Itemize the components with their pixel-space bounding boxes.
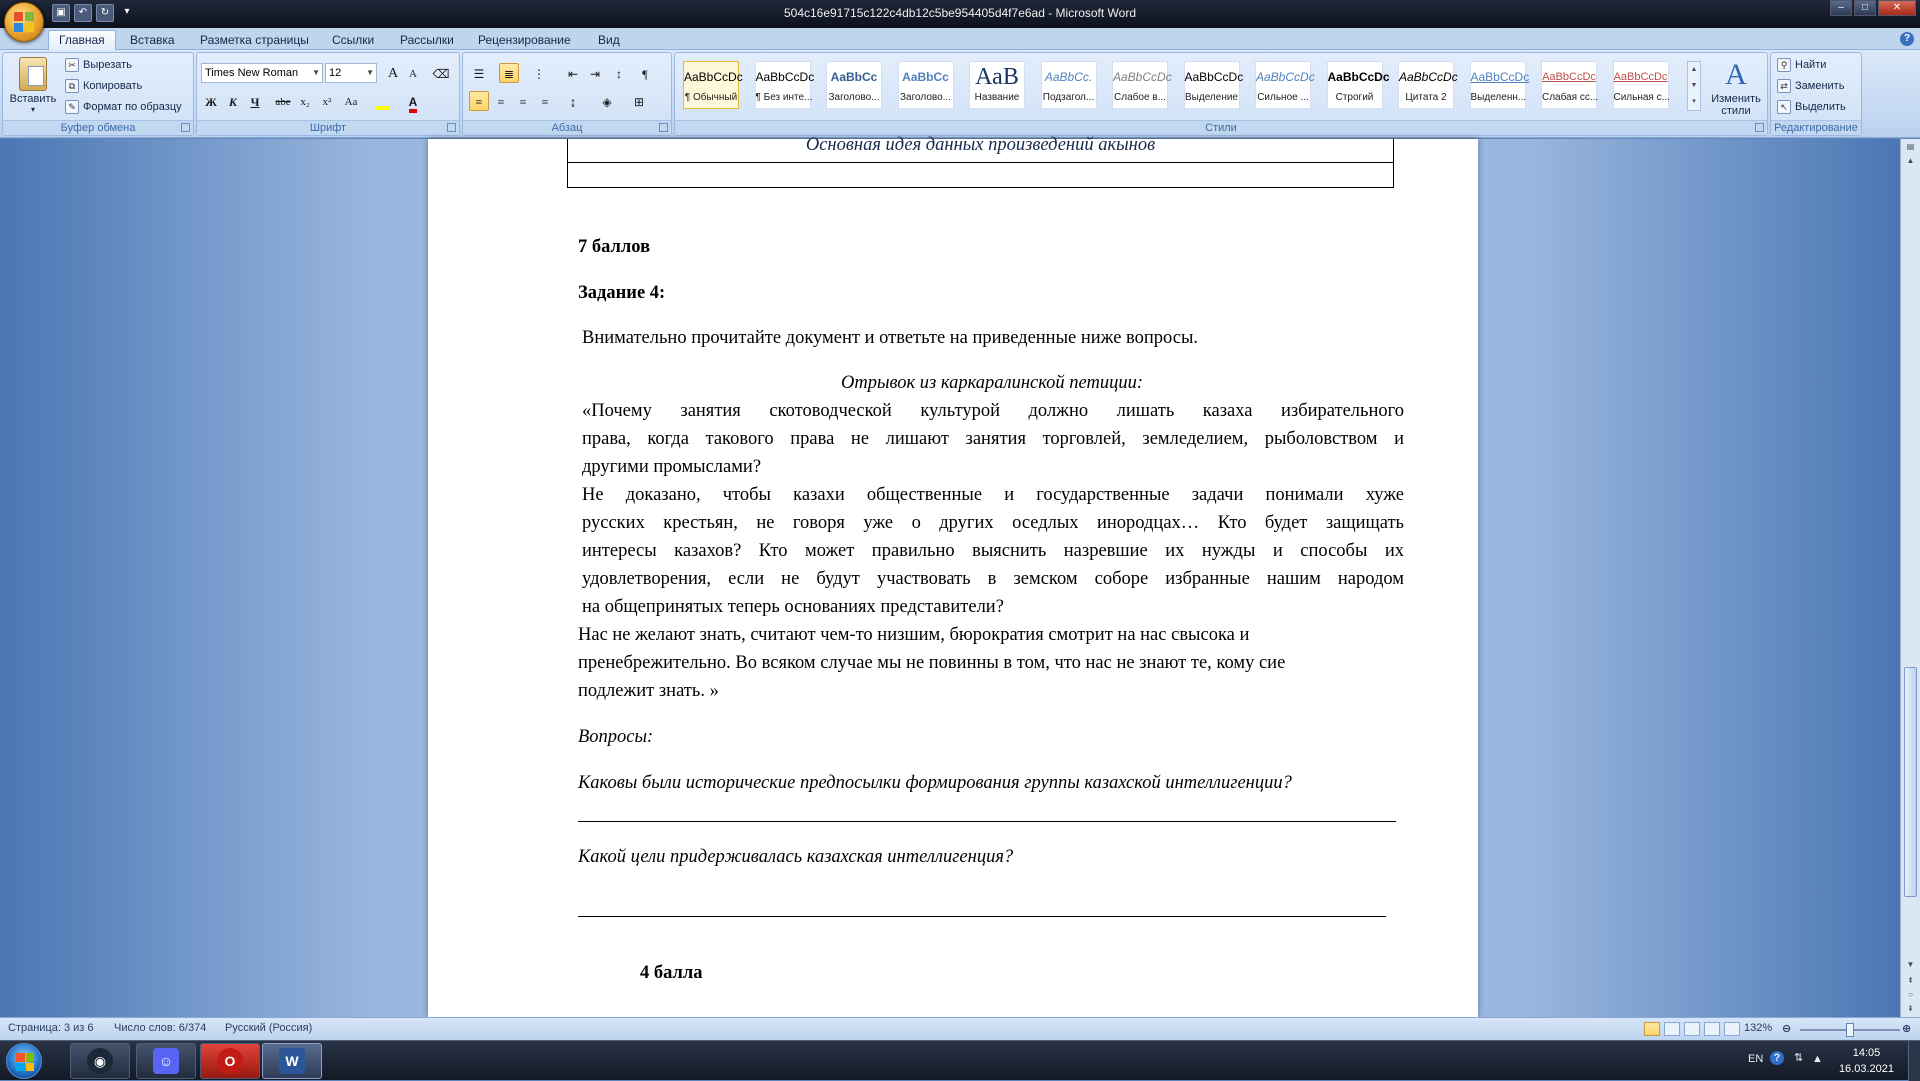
grow-font-icon: A [387, 66, 399, 81]
chevron-down-icon: ▼ [312, 68, 320, 77]
style-name: Цитата 2 [1405, 92, 1447, 103]
font-group-label: Шрифт [197, 120, 459, 135]
decrease-indent-icon: ⇤ [567, 67, 579, 81]
cut-button[interactable] [65, 55, 132, 75]
style-sample: AaBbCcDc [1399, 70, 1458, 84]
task-4-heading: Задание 4: [578, 283, 666, 303]
editing-group-label: Редактирование [1771, 120, 1861, 135]
excerpt-line: Нас не желают знать, считают чем-то низшим, бюрократия смотрит на нас свысока и [578, 625, 1250, 645]
copy-icon: ⧉ [65, 79, 79, 93]
language-tray[interactable]: EN [1748, 1053, 1764, 1065]
clock-date: 16.03.2021 [1838, 1063, 1894, 1075]
shading-button[interactable] [597, 91, 617, 111]
zoom-out-icon[interactable]: ⊖ [1782, 1023, 1792, 1035]
excerpt-line: права, когда такового права не лишают занятия торговлей, земледелием, рыболовством и [582, 429, 1404, 449]
change-styles-button[interactable] [1707, 57, 1765, 117]
style-sample: AaBbCcDc [684, 70, 743, 84]
show-marks-button[interactable]: ¶ [642, 67, 648, 81]
scroll-down-icon[interactable]: ▼ [1906, 960, 1915, 969]
paste-button[interactable]: Вставить ▾ [7, 57, 59, 114]
format-painter-button[interactable] [65, 97, 182, 117]
document-page[interactable] [428, 135, 1478, 1017]
paragraph-group [462, 52, 672, 136]
excerpt-line: интересы казахов? Кто может правильно выяснить назревшие их нужды и способы их [582, 541, 1404, 561]
web-layout-button[interactable] [1684, 1022, 1700, 1036]
tab-home[interactable]: Главная [48, 30, 116, 51]
table-row [568, 163, 1393, 187]
paint-bucket-icon: ◈ [602, 95, 612, 109]
draft-view-button[interactable] [1724, 1022, 1740, 1036]
bullets-button[interactable] [469, 63, 489, 83]
font-size-value: 12 [329, 67, 342, 79]
style-name: Заголово... [828, 92, 880, 103]
style-gallery-item[interactable] [1255, 61, 1315, 109]
style-sample: AaBbCcDc [1470, 70, 1530, 84]
style-gallery-item[interactable] [969, 61, 1025, 109]
status-bar [0, 1017, 1920, 1040]
redo-icon[interactable]: ↻ [96, 4, 114, 22]
document-workspace [0, 135, 1900, 1017]
outline-view-button[interactable] [1704, 1022, 1720, 1036]
print-layout-view-button[interactable] [1644, 1022, 1660, 1036]
opera-icon: O [217, 1048, 243, 1074]
help-icon[interactable]: ? [1900, 32, 1914, 46]
binoculars-icon: ⚲ [1777, 58, 1791, 72]
steam-icon: ◉ [87, 1048, 113, 1074]
instruction-text: Внимательно прочитайте документ и ответьте на приведенные ниже вопросы. [582, 328, 1199, 348]
style-name: ¶ Без инте... [755, 92, 813, 103]
style-name: Подзагол... [1042, 92, 1095, 103]
shrink-font-button[interactable] [403, 63, 423, 83]
style-gallery-item[interactable] [1470, 61, 1530, 109]
font-dialog-launcher-icon[interactable] [447, 123, 456, 132]
bold-button[interactable]: Ж [205, 95, 217, 109]
next-page-icon[interactable]: ⇟ [1907, 1004, 1914, 1013]
zoom-in-icon[interactable]: ⊕ [1902, 1023, 1912, 1035]
cut-label: Вырезать [83, 59, 132, 71]
scissors-icon: ✂ [65, 58, 79, 72]
style-name: Слабое в... [1114, 92, 1166, 103]
taskbar-steam[interactable] [70, 1043, 130, 1079]
minimize-button[interactable]: – [1830, 0, 1852, 16]
title-bar [0, 0, 1920, 28]
office-logo-icon [14, 12, 34, 32]
copy-button[interactable] [65, 76, 142, 96]
help-tray-icon[interactable]: ? [1770, 1051, 1784, 1065]
grow-font-button[interactable] [383, 63, 403, 83]
style-gallery-item[interactable] [1041, 61, 1097, 109]
format-painter-label: Формат по образцу [83, 101, 182, 113]
style-sample: AaBbCc [902, 70, 949, 84]
style-name: Слабая сс... [1542, 92, 1599, 103]
multilevel-list-button[interactable] [529, 63, 549, 83]
line-spacing-button[interactable] [563, 91, 583, 111]
chevron-down-icon: ▼ [366, 68, 374, 77]
justify-button[interactable] [535, 91, 555, 111]
style-sample: АаВ [975, 64, 1019, 90]
style-sample: AaBbCcDc [1327, 70, 1390, 84]
style-sample: AaBbCc [830, 70, 878, 84]
align-left-button[interactable] [469, 91, 489, 111]
style-sample: AaBbCcDc [1256, 70, 1315, 84]
font-color-button[interactable] [403, 91, 423, 111]
tab-page-layout[interactable]: Разметка страницы [200, 33, 309, 47]
window-title: 504c16e91715c122c4db12c5be954405d4f7e6ad - Microsoft Word [783, 6, 1137, 20]
tab-view[interactable]: Вид [598, 33, 620, 47]
copy-label: Копировать [83, 80, 143, 92]
styles-gallery-scroll[interactable]: ▲ ▼ ▾ [1687, 61, 1701, 111]
decrease-indent-button[interactable] [563, 63, 583, 83]
excerpt-line: русских крестьян, не говоря уже о других оседлых инородцах… Кто будет защищать [582, 513, 1404, 533]
network-icon[interactable]: ⇅ [1794, 1052, 1804, 1064]
clipboard-group [2, 52, 194, 136]
align-right-icon: ≡ [519, 95, 527, 109]
style-gallery-item[interactable] [826, 61, 882, 109]
tab-mailings[interactable]: Рассылки [400, 33, 454, 47]
align-center-button[interactable] [491, 91, 511, 111]
change-case-button[interactable]: Aa [344, 96, 358, 108]
highlight-button[interactable] [373, 91, 393, 111]
excerpt-line: пренебрежительно. Во всяком случае мы не повинны в том, что нас не знают те, кому сие [578, 653, 1286, 673]
taskbar-word[interactable] [262, 1043, 322, 1079]
justify-icon: ≡ [541, 95, 549, 109]
select-button[interactable] [1777, 97, 1846, 117]
previous-page-icon[interactable]: ⇞ [1907, 976, 1914, 985]
excerpt-line: другими промыслами? [582, 457, 762, 477]
style-gallery-item[interactable] [898, 61, 954, 109]
underline-button[interactable]: Ч [250, 95, 260, 109]
change-styles-label: Изменить стили [1711, 93, 1761, 117]
cursor-icon: ↖ [1777, 100, 1791, 114]
maximize-button[interactable]: □ [1854, 0, 1876, 16]
style-gallery-item[interactable] [1184, 61, 1244, 109]
font-name-value: Times New Roman [205, 67, 299, 79]
increase-indent-button[interactable] [585, 63, 605, 83]
tab-insert[interactable]: Вставка [130, 33, 175, 47]
styles-group-label: Стили [675, 120, 1767, 135]
borders-button[interactable] [629, 91, 649, 111]
style-name: Выделение [1185, 92, 1238, 103]
style-name: Название [974, 92, 1020, 103]
points-7-heading: 7 баллов [578, 237, 651, 257]
paste-label: Вставить [9, 93, 57, 105]
vertical-scrollbar[interactable] [1900, 139, 1920, 1017]
customize-qat-icon[interactable]: ▾ [124, 6, 130, 17]
font-color-icon: A [409, 95, 418, 113]
taskbar-discord[interactable] [136, 1043, 196, 1079]
page-indicator[interactable]: Страница: 3 из 6 [8, 1022, 94, 1034]
font-name-combo[interactable] [201, 63, 323, 83]
style-sample: AaBbCcDc [1113, 70, 1172, 84]
question-2: Какой цели придерживалась казахская интеллигенция? [578, 847, 1014, 867]
excerpt-line: удовлетворения, если не будут участвовать в земском соборе избранные нашим народом [582, 569, 1404, 589]
borders-icon: ⊞ [633, 95, 645, 109]
editing-group [1770, 52, 1862, 136]
style-gallery-item[interactable] [1613, 61, 1669, 109]
close-button[interactable]: ✕ [1878, 0, 1916, 16]
zoom-slider-thumb[interactable] [1846, 1023, 1854, 1037]
align-right-button[interactable] [513, 91, 533, 111]
style-sample: AaBbCcDc [755, 70, 815, 84]
undo-icon[interactable]: ↶ [74, 4, 92, 22]
style-name: Выделенн... [1470, 92, 1527, 103]
zoom-level[interactable]: 132% [1744, 1022, 1773, 1034]
paintbrush-icon: ✎ [65, 100, 79, 114]
multilevel-list-icon: ⋮ [533, 67, 545, 81]
paragraph-dialog-launcher-icon[interactable] [659, 123, 668, 132]
table-row [568, 135, 1393, 163]
align-left-icon: ≡ [475, 95, 483, 109]
tab-review[interactable]: Рецензирование [478, 33, 571, 47]
ribbon [0, 50, 1920, 138]
windows-logo-icon [16, 1053, 34, 1071]
language-indicator[interactable]: Русский (Россия) [225, 1022, 313, 1034]
excerpt-line: на общепринятых теперь основаниях представители? [582, 597, 1004, 617]
italic-button[interactable]: К [228, 95, 238, 109]
paste-icon [19, 57, 47, 91]
style-name: ¶ Обычный [684, 92, 738, 103]
style-gallery-item[interactable] [683, 61, 743, 109]
window-controls [1828, 0, 1916, 16]
numbering-icon: ≣ [503, 67, 515, 81]
tab-references[interactable]: Ссылки [332, 33, 375, 47]
points-4-heading: 4 балла [640, 963, 703, 983]
increase-indent-icon: ⇥ [589, 67, 601, 81]
question-1: Каковы были исторические предпосылки формирования группы казахской интеллигенции? [578, 773, 1292, 793]
shrink-font-icon: A [409, 68, 417, 80]
taskbar-opera[interactable] [200, 1043, 260, 1079]
show-desktop-button[interactable] [1908, 1041, 1920, 1081]
ruler-toggle-icon[interactable]: ▤ [1906, 142, 1915, 151]
style-name: Строгий [1335, 92, 1374, 103]
style-sample: AaBbCcDc [1184, 70, 1244, 84]
start-button[interactable] [6, 1043, 42, 1079]
highlighter-icon [376, 106, 390, 110]
change-styles-icon: A [1725, 58, 1747, 91]
style-sample: AaBbCcDc [1542, 71, 1596, 83]
scroll-up-icon[interactable]: ▲ [1906, 156, 1915, 165]
excerpt-line: «Почему занятия скотоводческой культурой должно лишать казаха избирательного [582, 401, 1404, 421]
excerpt-line: подлежит знать. » [578, 681, 719, 701]
styles-group [674, 52, 1768, 136]
tray-overflow-icon[interactable]: ▲ [1812, 1053, 1823, 1065]
sort-button[interactable] [609, 63, 629, 83]
style-gallery-item[interactable] [755, 61, 815, 109]
word-icon: W [279, 1048, 305, 1074]
replace-button[interactable] [1777, 76, 1844, 96]
answer-line-2 [578, 916, 1386, 917]
align-center-icon: ≡ [497, 95, 505, 109]
full-screen-reading-button[interactable] [1664, 1022, 1680, 1036]
save-icon[interactable]: ▣ [52, 4, 70, 22]
style-name: Сильное ... [1257, 92, 1309, 103]
clear-formatting-button[interactable] [431, 63, 451, 83]
clipboard-dialog-launcher-icon[interactable] [181, 123, 190, 132]
taskbar [0, 1040, 1920, 1080]
clear-formatting-icon: ⌫ [432, 67, 450, 81]
bullets-icon: ☰ [473, 67, 485, 81]
table-cell-text: Основная идея данных произведений акынов [805, 135, 1156, 155]
clock-time: 14:05 [1852, 1047, 1881, 1059]
numbering-button[interactable] [499, 63, 519, 83]
excerpt-title: Отрывок из каркаралинской петиции: [840, 373, 1144, 393]
questions-label: Вопросы: [578, 727, 654, 747]
system-clock[interactable] [1839, 1045, 1894, 1077]
replace-label: Заменить [1795, 80, 1845, 92]
superscript-button[interactable]: x² [322, 96, 332, 108]
style-gallery-item[interactable] [1327, 61, 1390, 109]
font-group [196, 52, 460, 136]
line-spacing-icon: ↨ [570, 95, 576, 109]
font-size-combo[interactable] [325, 63, 377, 83]
style-name: Сильная с... [1613, 92, 1670, 103]
style-gallery-item[interactable] [1398, 61, 1458, 109]
find-button[interactable] [1777, 55, 1826, 75]
styles-dialog-launcher-icon[interactable] [1755, 123, 1764, 132]
answer-line-1 [578, 821, 1396, 822]
clipboard-group-label: Буфер обмена [3, 120, 193, 135]
excerpt-line: Не доказано, чтобы казахи общественные и государственные задачи понимали хуже [582, 485, 1404, 505]
style-name: Заголово... [900, 92, 951, 103]
scrollbar-thumb[interactable] [1904, 667, 1917, 897]
select-label: Выделить [1795, 101, 1846, 113]
find-label: Найти [1795, 59, 1827, 71]
style-sample: AaBbCc. [1044, 70, 1093, 84]
replace-icon: ⇄ [1777, 79, 1791, 93]
subscript-button[interactable]: x₂ [300, 96, 310, 108]
style-gallery-item[interactable] [1112, 61, 1172, 109]
word-count[interactable]: Число слов: 6/374 [114, 1022, 207, 1034]
document-table [567, 135, 1394, 188]
ribbon-tabs [0, 28, 1920, 50]
style-sample: AaBbCcDc [1613, 71, 1668, 83]
discord-icon: ☺ [153, 1048, 179, 1074]
browse-object-icon[interactable]: ○ [1908, 990, 1913, 999]
style-gallery-item[interactable] [1541, 61, 1597, 109]
strikethrough-button[interactable]: abe [275, 96, 291, 108]
sort-icon: ↕ [616, 67, 622, 81]
office-button[interactable] [4, 2, 44, 42]
paragraph-group-label: Абзац [463, 120, 671, 135]
